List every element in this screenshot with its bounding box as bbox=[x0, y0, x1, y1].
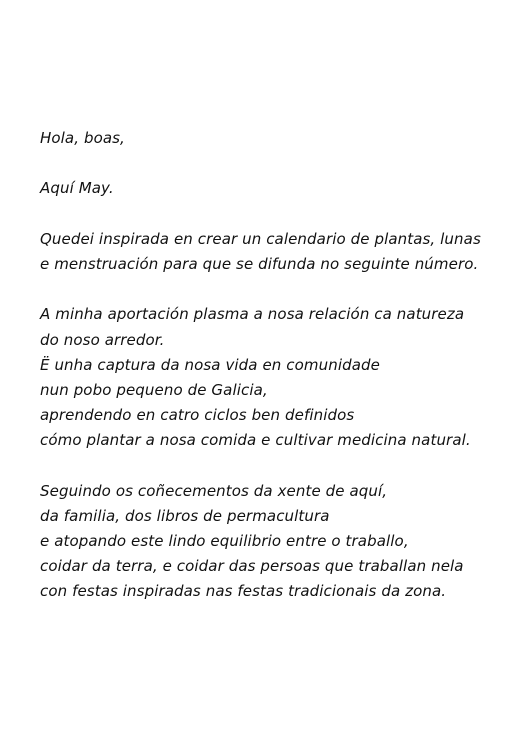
paragraph-1 bbox=[40, 227, 515, 277]
text-line: Ë unha captura da nosa vida en comunidade bbox=[40, 355, 380, 374]
paragraph-gap bbox=[40, 277, 515, 302]
letter-body bbox=[40, 126, 515, 605]
paragraph-2 bbox=[40, 302, 515, 453]
text-line: con festas inspiradas nas festas tradicionais da zona. bbox=[40, 582, 447, 601]
greeting: Hola, boas, bbox=[40, 129, 125, 147]
paragraph-gap bbox=[40, 202, 515, 227]
text-line: nun pobo pequeno de Galicia, bbox=[40, 380, 268, 399]
text-line: A minha aportación plasma a nosa relación ca natureza bbox=[40, 305, 465, 324]
text-line: Seguindo os coñecementos da xente de aquí, bbox=[40, 481, 388, 500]
text-line: Quedei inspirada en crear un calendario de plantas, lunas bbox=[40, 229, 481, 248]
text-line: e menstruación para que se difunda no seguinte número. bbox=[40, 254, 479, 273]
paragraph-gap bbox=[40, 151, 515, 176]
paragraph-gap bbox=[40, 453, 515, 478]
intro-line: Aquí May. bbox=[40, 179, 114, 198]
text-line: aprendendo en catro ciclos ben definidos bbox=[40, 406, 355, 425]
text-line: do noso arredor. bbox=[40, 330, 165, 349]
text-line: cómo plantar a nosa comida e cultivar medicina natural. bbox=[40, 431, 471, 450]
text-line: da familia, dos libros de permacultura bbox=[40, 506, 330, 525]
text-line: e atopando este lindo equilibrio entre o traballo, bbox=[40, 532, 409, 550]
paragraph-3 bbox=[40, 479, 515, 605]
text-line: coidar da terra, e coidar das persoas que traballan nela bbox=[40, 557, 464, 576]
